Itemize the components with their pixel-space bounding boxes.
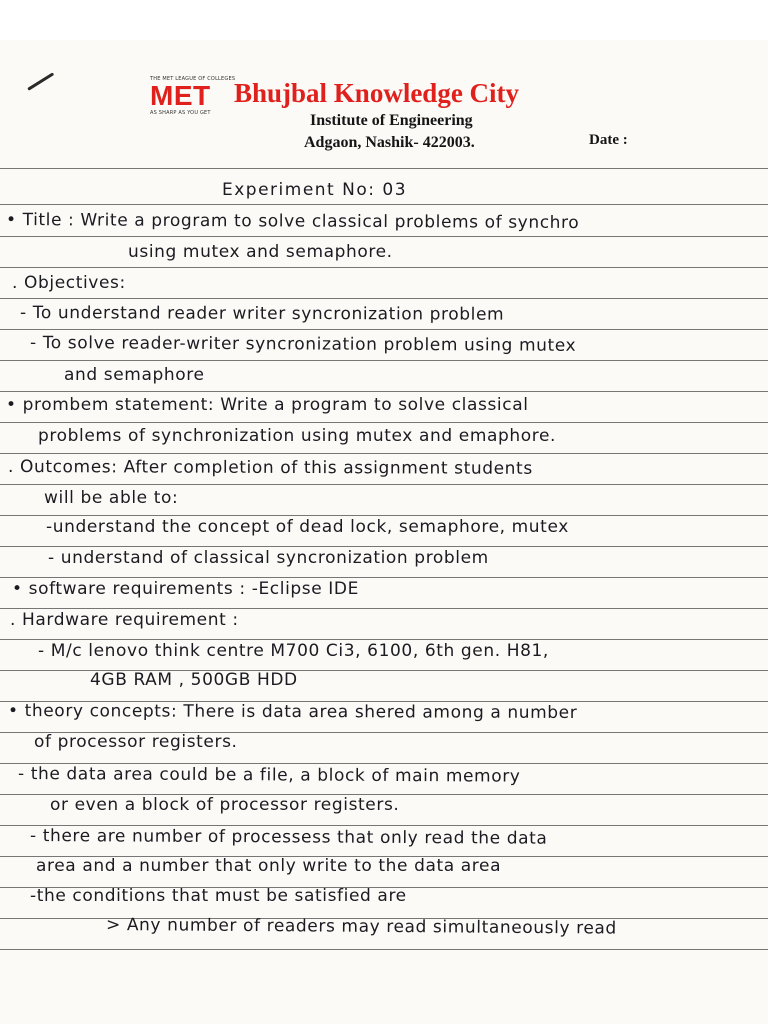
logo-tagline-bottom: AS SHARP AS YOU GET bbox=[150, 110, 211, 116]
note-line: - M/c lenovo think centre M700 Ci3, 6100, 6th gen. H81, bbox=[38, 641, 549, 661]
note-line: • theory concepts: There is data area shered among a number bbox=[7, 701, 578, 723]
note-line: of processor registers. bbox=[34, 732, 238, 752]
note-line: . Hardware requirement : bbox=[10, 610, 239, 630]
institute-address: Adgaon, Nashik- 422003. bbox=[304, 134, 475, 151]
ruled-line bbox=[0, 298, 768, 299]
ruled-line bbox=[0, 267, 768, 268]
institute-name: Institute of Engineering bbox=[310, 112, 473, 129]
ruled-line bbox=[0, 546, 768, 547]
note-line: . Objectives: bbox=[12, 273, 126, 293]
note-line: - To understand reader writer syncronization problem bbox=[19, 303, 505, 325]
ruled-line bbox=[0, 168, 768, 169]
note-line: -the conditions that must be satisfied are bbox=[30, 886, 407, 906]
note-line: 4GB RAM , 500GB HDD bbox=[90, 670, 298, 690]
note-line: . Outcomes: After completion of this assignment students bbox=[7, 457, 533, 479]
experiment-heading: Experiment No: 03 bbox=[222, 180, 408, 200]
college-name: Bhujbal Knowledge City bbox=[234, 78, 520, 108]
ruled-line bbox=[0, 453, 768, 454]
ruled-line bbox=[0, 608, 768, 609]
ruled-line bbox=[0, 949, 768, 950]
note-line: • software requirements : -Eclipse IDE bbox=[12, 579, 359, 599]
pen-stroke-mark bbox=[27, 72, 54, 90]
note-line: > Any number of readers may read simultaneously read bbox=[105, 915, 617, 939]
note-line: area and a number that only write to the data area bbox=[36, 856, 502, 876]
note-line: - the data area could be a file, a block of main memory bbox=[17, 764, 521, 787]
page-top-edge bbox=[0, 0, 768, 40]
note-line: or even a block of processor registers. bbox=[50, 795, 400, 815]
ruled-line bbox=[0, 360, 768, 361]
ruled-line bbox=[0, 329, 768, 330]
note-line: -understand the concept of dead lock, semaphore, mutex bbox=[46, 517, 569, 537]
ruled-line bbox=[0, 204, 768, 205]
ruled-line bbox=[0, 639, 768, 640]
note-line: using mutex and semaphore. bbox=[128, 242, 393, 262]
note-line: - understand of classical syncronization problem bbox=[48, 548, 489, 568]
date-label: Date : bbox=[589, 132, 628, 148]
ruled-line bbox=[0, 422, 768, 423]
note-line: problems of synchronization using mutex and emaphore. bbox=[38, 426, 557, 446]
note-line: • prombem statement: Write a program to solve classical bbox=[6, 395, 529, 415]
ruled-line bbox=[0, 515, 768, 516]
note-line: will be able to: bbox=[44, 488, 179, 508]
logo-tagline-top: THE MET LEAGUE OF COLLEGES bbox=[150, 76, 236, 82]
ruled-line bbox=[0, 577, 768, 578]
ruled-line bbox=[0, 484, 768, 485]
note-line: and semaphore bbox=[64, 365, 205, 385]
note-line: - To solve reader-writer syncronization problem using mutex bbox=[29, 333, 577, 356]
met-logo bbox=[150, 76, 236, 116]
note-line: - there are number of processess that only read the data bbox=[29, 826, 548, 849]
logo-wordmark: MET bbox=[150, 80, 211, 111]
ruled-line bbox=[0, 236, 768, 237]
ruled-line bbox=[0, 391, 768, 392]
note-line: • Title : Write a program to solve classical problems of synchro bbox=[5, 210, 580, 234]
